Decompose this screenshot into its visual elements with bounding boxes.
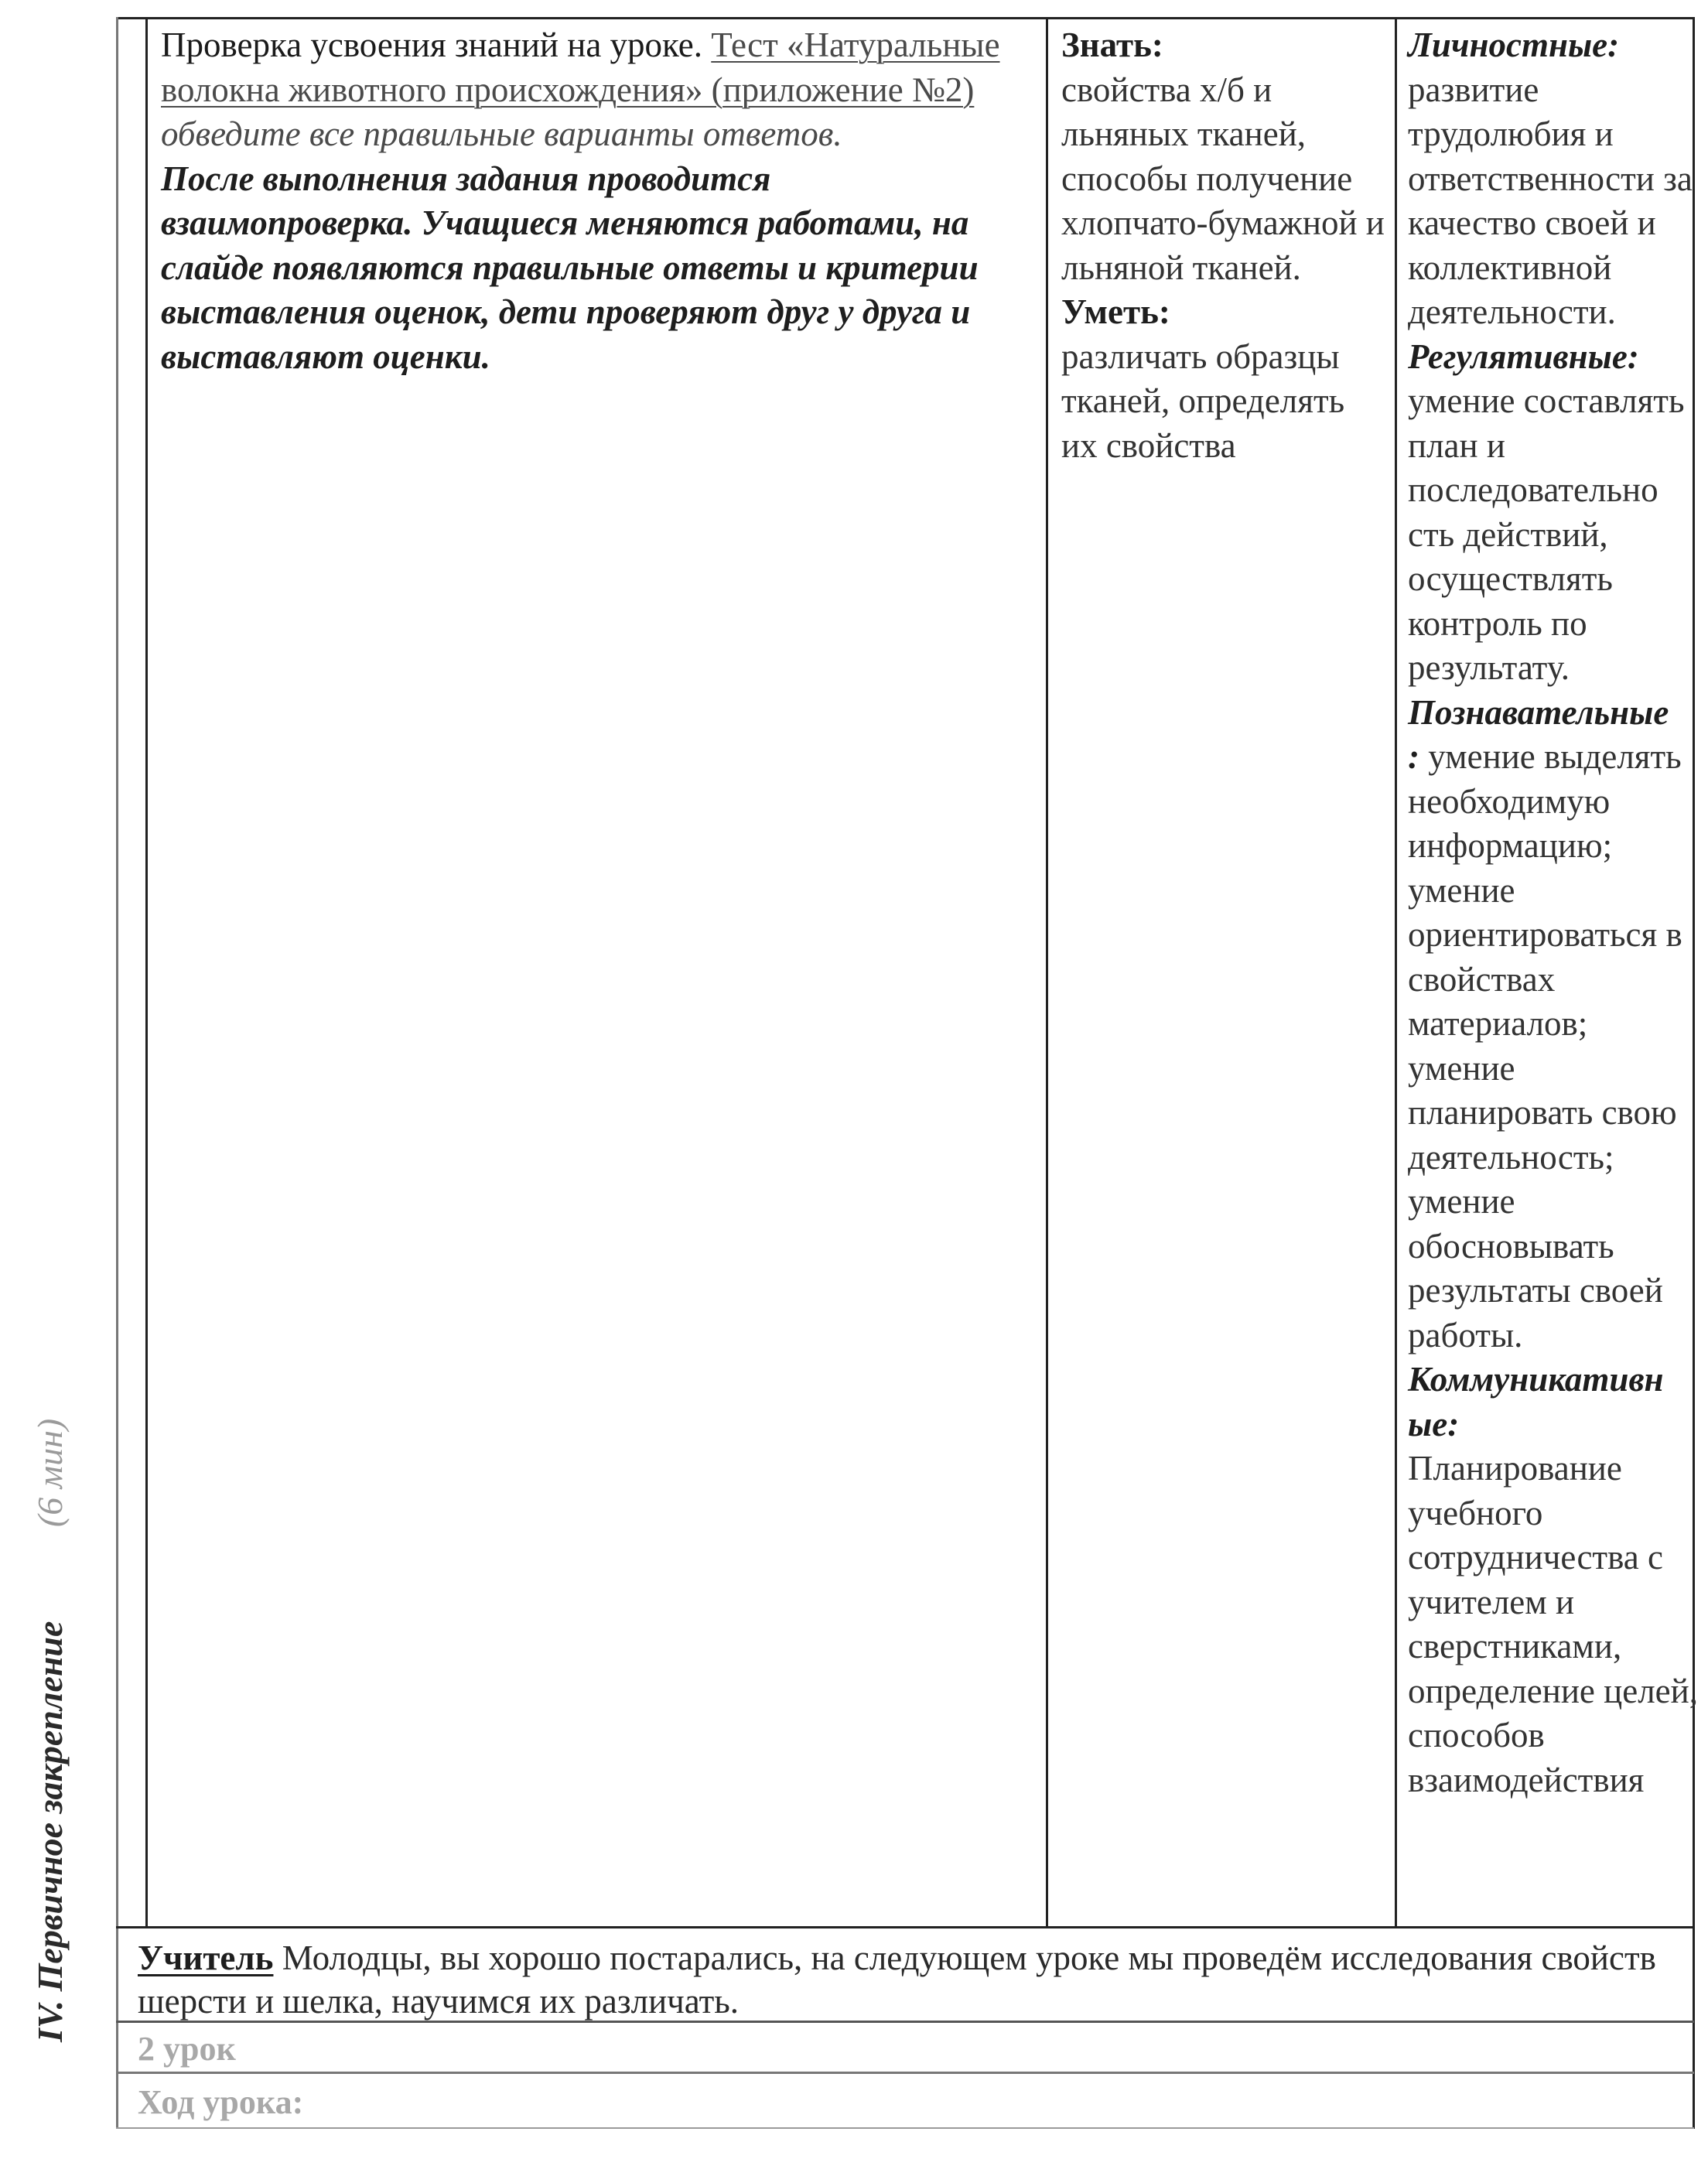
lesson-2-label: 2 урок <box>138 2030 236 2068</box>
communicative-text: Планирование учебного сотрудничества с учителем и сверстниками, определение целей, способов взаимодействия <box>1408 1449 1698 1799</box>
skills-cell <box>1408 23 1702 1802</box>
can-heading: Уметь: <box>1061 292 1170 331</box>
activity-instruction: обведите все правильные варианты ответов. <box>161 114 842 153</box>
cognitive-heading: Познавательные <box>1408 692 1669 732</box>
table-left-outer-border <box>116 17 118 2129</box>
teacher-row <box>138 1936 1669 2023</box>
row-divider-course <box>116 2072 1694 2074</box>
regulative-text: умение составлять план и последовательно сть действий, осуществлять контроль по результату. <box>1408 381 1685 687</box>
personal-text: развитие трудолюбия и ответственности за качество своей и коллективной деятельности. <box>1408 70 1693 331</box>
activity-intro: Проверка усвоения знаний на уроке. <box>161 26 712 64</box>
personal-heading: Личностные: <box>1408 26 1620 64</box>
cognitive-text: умение выделять необходимую информацию; умение ориентироваться в свойствах материалов; умение планировать свою деятельность; умение обосновывать результаты своей работы. <box>1408 737 1682 1354</box>
table-col1-border <box>1046 17 1048 1928</box>
teacher-text: Молодцы, вы хорошо постарались, на следующем уроке мы проведём исследования свойств шерсти и шелка, научимся их различать. <box>138 1939 1656 2021</box>
stage-label <box>29 1419 70 2042</box>
row-divider-bottom <box>116 2127 1694 2129</box>
row-divider-teacher <box>116 1926 1694 1928</box>
know-text: свойства х/б и льняных тканей, способы получение хлопчато-бумажной и льняной тканей. <box>1061 70 1385 287</box>
table-left-col-border <box>145 17 148 1928</box>
activity-cell <box>161 23 1012 379</box>
course-label: Ход урока: <box>138 2083 304 2121</box>
test-reference: Тест «Натуральные волокна животного происхождения» (приложение №2) <box>161 26 1000 109</box>
communicative-heading: Коммуникативн ые: <box>1408 1360 1664 1443</box>
cognitive-colon: : <box>1408 737 1419 776</box>
table-top-border <box>116 17 1694 19</box>
stage-title: IV. Первичное закрепление <box>30 1621 70 2042</box>
stage-time: (6 мин) <box>30 1418 70 1528</box>
outcomes-cell <box>1061 23 1386 468</box>
teacher-label: Учитель <box>138 1939 274 1977</box>
can-text: различать образцы тканей, определять их свойства <box>1061 336 1345 465</box>
know-heading: Знать: <box>1061 26 1163 64</box>
regulative-heading: Регулятивные: <box>1408 336 1639 376</box>
table-col2-border <box>1395 17 1397 1928</box>
peer-check-text: После выполнения задания проводится взаимопроверка. Учащиеся меняются работами, на слайде появляются правильные ответы и критерии выставления оценок, дети проверяют друг у друга и выставляют оценки. <box>161 159 979 376</box>
